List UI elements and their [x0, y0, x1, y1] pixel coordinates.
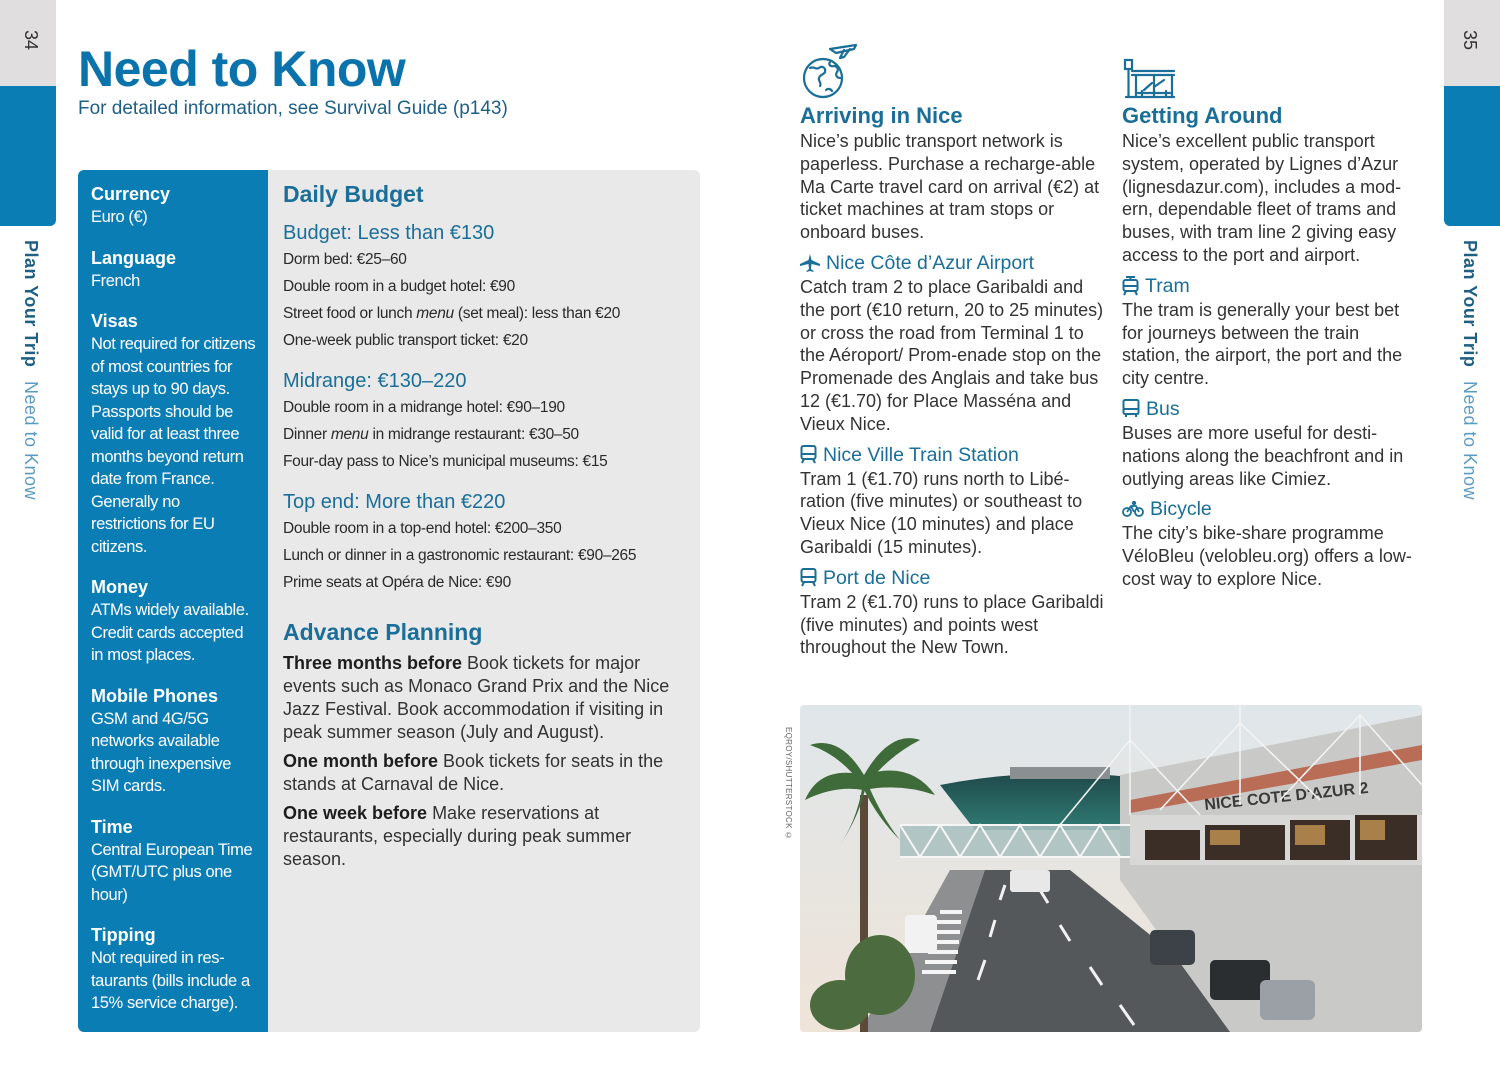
page-subtitle: For detailed information, see Survival Guide (p143): [78, 98, 508, 119]
train-icon: [800, 568, 817, 587]
section-tab-right: [1444, 86, 1500, 226]
airport-photo: [800, 705, 1422, 1032]
bus-icon: [1122, 399, 1140, 418]
planning-item: One month before Book tickets for seats in the stands at Carnaval de Nice.: [283, 751, 664, 794]
budget-tier: [283, 220, 685, 354]
train-station-subheading: Nice Ville Train Station: [800, 442, 1105, 468]
fact-value: Euro (€): [91, 208, 148, 226]
tram-icon: [1122, 276, 1139, 296]
airplane-icon: [800, 254, 820, 272]
arriving-column: [800, 40, 1105, 659]
side-running-head-left: [20, 240, 41, 500]
bicycle-subheading: Bicycle: [1122, 496, 1422, 522]
photo-credit: EQROY/SHUTTERSTOCK ©: [784, 727, 793, 841]
running-head-chapter: Need to Know: [21, 380, 41, 500]
fact-visas: [91, 309, 256, 558]
budget-tier: [283, 368, 685, 475]
fact-time: [91, 815, 256, 907]
fact-value: GSM and 4G/5G networks available through inexpensive SIM cards.: [91, 709, 232, 795]
budget-line: One-week public transport ticket: €20: [283, 332, 528, 349]
train-icon: [800, 445, 817, 464]
fact-label: Language: [91, 247, 177, 268]
budget-line: Prime seats at Opéra de Nice: €90: [283, 574, 511, 591]
running-head-chapter: Need to Know: [1460, 380, 1480, 500]
fact-value: Not required for citizens of most countries for stays up to 90 days. Passports should be valid for at least three months beyond return date from France. Generally no restrictions for EU citizens.: [91, 335, 256, 556]
fact-mobile-phones: [91, 684, 256, 798]
budget-planning-panel: [268, 170, 700, 1032]
page-number-tab-left: [0, 0, 56, 86]
bus-text: Buses are more useful for desti-nations along the beachfront and in outlying areas like Cimiez.: [1122, 422, 1404, 489]
budget-line: Double room in a budget hotel: €90: [283, 278, 515, 295]
globe-plane-icon: [800, 40, 1105, 100]
train-station-text: Tram 1 (€1.70) runs north to Libé-ration (five minutes) or southeast to Vieux Nice (10 minutes) and place Garibaldi (15 minutes).: [800, 468, 1083, 557]
running-head-section: Plan Your Trip: [21, 240, 41, 368]
fact-value: Not required in res-taurants (bills include a 15% service charge).: [91, 949, 250, 1012]
fact-value: French: [91, 271, 140, 290]
daily-budget-heading: Daily Budget: [283, 181, 424, 207]
fact-value: ATMs widely available. Credit cards accepted in most places.: [91, 601, 249, 664]
page-number-right: 35: [1460, 30, 1480, 51]
arriving-intro: Nice’s public transport network is paperless. Purchase a recharge-able Ma Carte travel card on arrival (€2) at ticket machines at tram stops or onboard buses.: [800, 131, 1100, 243]
tram-stop-icon: [1122, 40, 1422, 100]
bicycle-icon: [1122, 501, 1144, 517]
page-number-tab-right: [1444, 0, 1500, 86]
fact-label: Mobile Phones: [91, 685, 219, 706]
getting-around-intro: Nice’s excellent public transport system, operated by Lignes d’Azur (lignesdazur.com), includes a mod-ern, dependable fleet of trams and buses, with tram line 2 giving easy access to the port and airport.: [1122, 131, 1402, 265]
fact-money: [91, 575, 256, 667]
port-text: Tram 2 (€1.70) runs to place Garibaldi (five minutes) and points west throughout the New Town.: [800, 591, 1104, 658]
section-tab-left: [0, 86, 56, 226]
budget-line: Double room in a top-end hotel: €200–350: [283, 520, 562, 537]
bus-subheading: Bus: [1122, 396, 1422, 422]
tram-text: The tram is generally your best bet for journeys between the train station, the airport, the port and the city centre.: [1122, 299, 1403, 389]
budget-line: Double room in a midrange hotel: €90–190: [283, 399, 565, 416]
fact-tipping: [91, 923, 256, 1015]
fact-currency: [91, 182, 256, 229]
fact-label: Time: [91, 816, 133, 837]
planning-item: Three months before Book tickets for major events such as Monaco Grand Prix and the Nice Jazz Festival. Book accommodation if visiting in peak summer season (July and August).: [283, 653, 670, 742]
airport-text: Catch tram 2 to place Garibaldi and the port (€10 return, 20 to 25 minutes) or cross the road from Terminal 1 to the Aéroport/ Prom-enade stop on the Promenade des Anglais and take bus 12 (€1.70) for Place Masséna and Vieux Nice.: [800, 276, 1104, 434]
budget-tier-heading: Midrange: €130–220: [283, 370, 467, 392]
budget-line: Dinner menu in midrange restaurant: €30–50: [283, 426, 579, 443]
photo-sign-text: NICE COTE D'AZUR 2: [1203, 779, 1370, 814]
key-facts-column: [78, 170, 268, 1032]
page-number-left: 34: [21, 30, 41, 51]
page-title: Need to Know: [78, 41, 406, 97]
budget-line: Four-day pass to Nice’s municipal museums: €15: [283, 453, 608, 470]
arriving-heading: Arriving in Nice: [800, 103, 963, 128]
budget-tier-heading: Top end: More than €220: [283, 491, 506, 513]
fact-label: Visas: [91, 311, 138, 331]
fact-label: Tipping: [91, 925, 156, 945]
budget-line: Street food or lunch menu (set meal): less than €20: [283, 305, 621, 322]
port-subheading: Port de Nice: [800, 565, 1105, 591]
budget-line: Lunch or dinner in a gastronomic restaurant: €90–265: [283, 547, 637, 564]
planning-item: One week before Make reservations at restaurants, especially during peak summer season.: [283, 803, 632, 869]
fact-language: [91, 246, 256, 293]
airport-subheading: Nice Côte d’Azur Airport: [800, 250, 1105, 276]
budget-line: Dorm bed: €25–60: [283, 251, 407, 268]
fact-label: Money: [91, 577, 149, 597]
fact-value: Central European Time (GMT/UTC plus one hour): [91, 840, 253, 904]
tram-subheading: Tram: [1122, 273, 1422, 299]
fact-label: Currency: [91, 184, 171, 204]
getting-around-heading: Getting Around: [1122, 103, 1283, 128]
bicycle-text: The city’s bike-share programme VéloBleu (velobleu.org) offers a low-cost way to explore Nice.: [1122, 523, 1412, 589]
running-head-section: Plan Your Trip: [1460, 240, 1480, 368]
budget-tier-heading: Budget: Less than €130: [283, 222, 495, 244]
side-running-head-right: [1459, 240, 1480, 500]
budget-tier: [283, 489, 685, 596]
getting-around-column: [1122, 40, 1422, 591]
advance-planning-heading: Advance Planning: [283, 619, 483, 645]
